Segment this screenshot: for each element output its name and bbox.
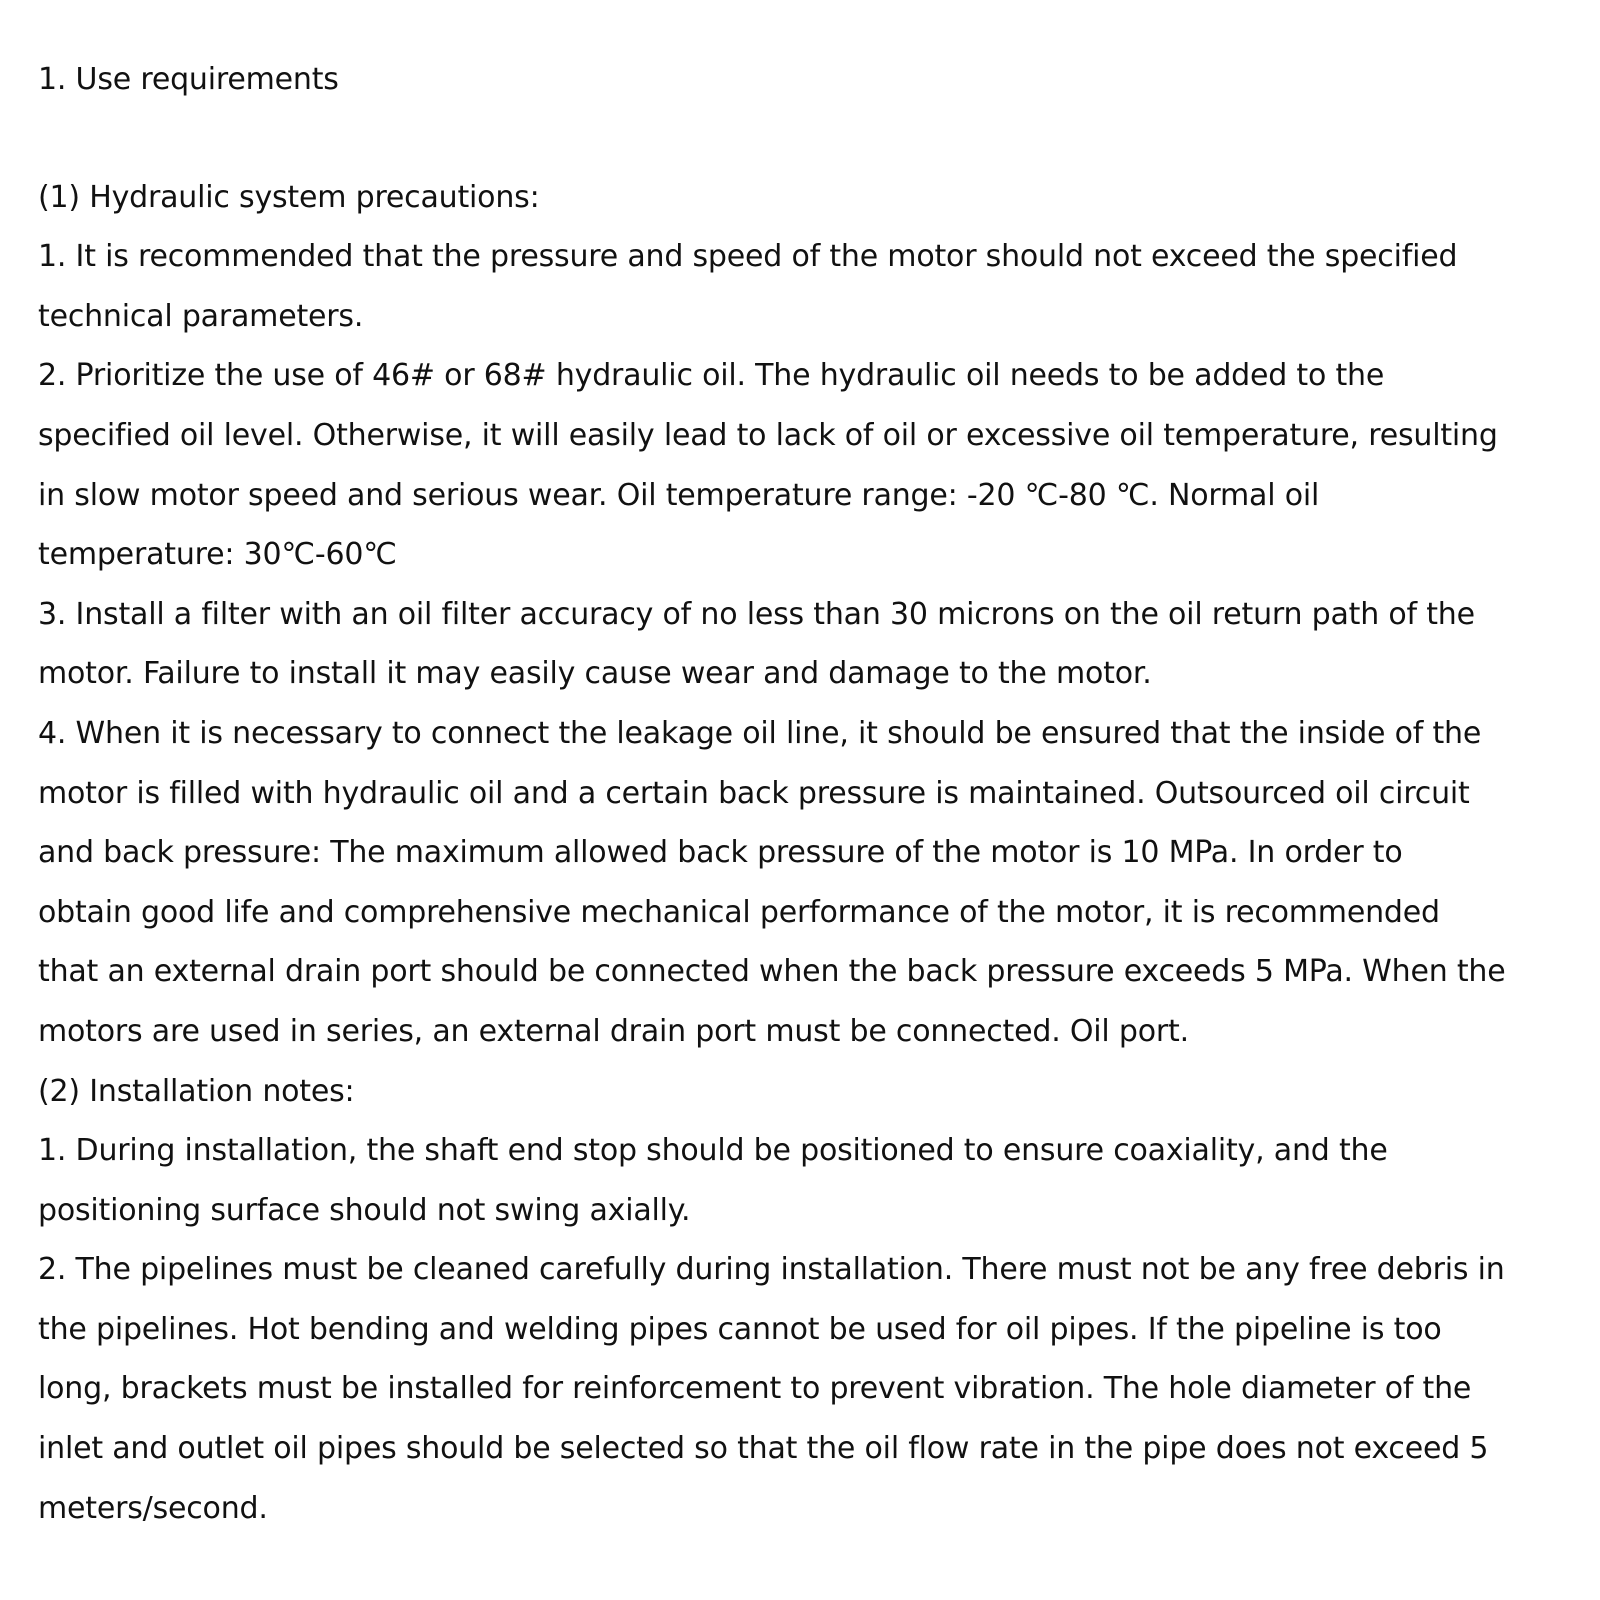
text-line: long, brackets must be installed for reinforcement to prevent vibration. The hole diameter of the [38, 1371, 1472, 1407]
section-title: (2) Installation notes: [38, 1073, 355, 1109]
document-heading: 1. Use requirements [38, 62, 339, 97]
text-line: 3. Install a filter with an oil filter accuracy of no less than 30 microns on the oil return path of the [38, 596, 1475, 632]
text-line: that an external drain port should be connected when the back pressure exceeds 5 MPa. When the [38, 954, 1506, 990]
text-line: 2. Prioritize the use of 46# or 68# hydraulic oil. The hydraulic oil needs to be added to the [38, 358, 1385, 394]
text-line: specified oil level. Otherwise, it will easily lead to lack of oil or excessive oil temperature, resulting [38, 417, 1498, 453]
text-line: motor is filled with hydraulic oil and a certain back pressure is maintained. Outsourced oil circuit [38, 775, 1470, 811]
document [38, 50, 1578, 1538]
text-line: motor. Failure to install it may easily cause wear and damage to the motor. [38, 656, 1152, 692]
text-line: motors are used in series, an external drain port must be connected. Oil port. [38, 1013, 1189, 1049]
list-item [38, 227, 1578, 346]
text-line: and back pressure: The maximum allowed back pressure of the motor is 10 MPa. In order to [38, 835, 1403, 871]
section-installation-notes [38, 1062, 1578, 1539]
text-line: positioning surface should not swing axially. [38, 1192, 691, 1228]
list-item [38, 346, 1578, 584]
section-title: (1) Hydraulic system precautions: [38, 179, 540, 215]
list-item [38, 585, 1578, 704]
text-line: 2. The pipelines must be cleaned carefully during installation. There must not be any free debris in [38, 1252, 1505, 1288]
text-line: temperature: 30℃-60℃ [38, 537, 397, 573]
list-item [38, 1121, 1578, 1240]
text-line: obtain good life and comprehensive mechanical performance of the motor, it is recommended [38, 894, 1440, 930]
text-line: technical parameters. [38, 298, 364, 334]
text-line: 1. It is recommended that the pressure and speed of the motor should not exceed the specified [38, 239, 1458, 275]
text-line: in slow motor speed and serious wear. Oil temperature range: -20 ℃-80 ℃. Normal oil [38, 477, 1320, 513]
section-hydraulic-precautions [38, 168, 1578, 1062]
list-item [38, 704, 1578, 1062]
text-line: the pipelines. Hot bending and welding pipes cannot be used for oil pipes. If the pipeline is too [38, 1311, 1442, 1347]
text-line: inlet and outlet oil pipes should be selected so that the oil flow rate in the pipe does not exceed 5 [38, 1431, 1489, 1467]
text-line: meters/second. [38, 1490, 268, 1526]
text-line: 4. When it is necessary to connect the leakage oil line, it should be ensured that the inside of the [38, 715, 1482, 751]
text-line: 1. During installation, the shaft end stop should be positioned to ensure coaxiality, and the [38, 1133, 1388, 1169]
list-item [38, 1240, 1578, 1538]
